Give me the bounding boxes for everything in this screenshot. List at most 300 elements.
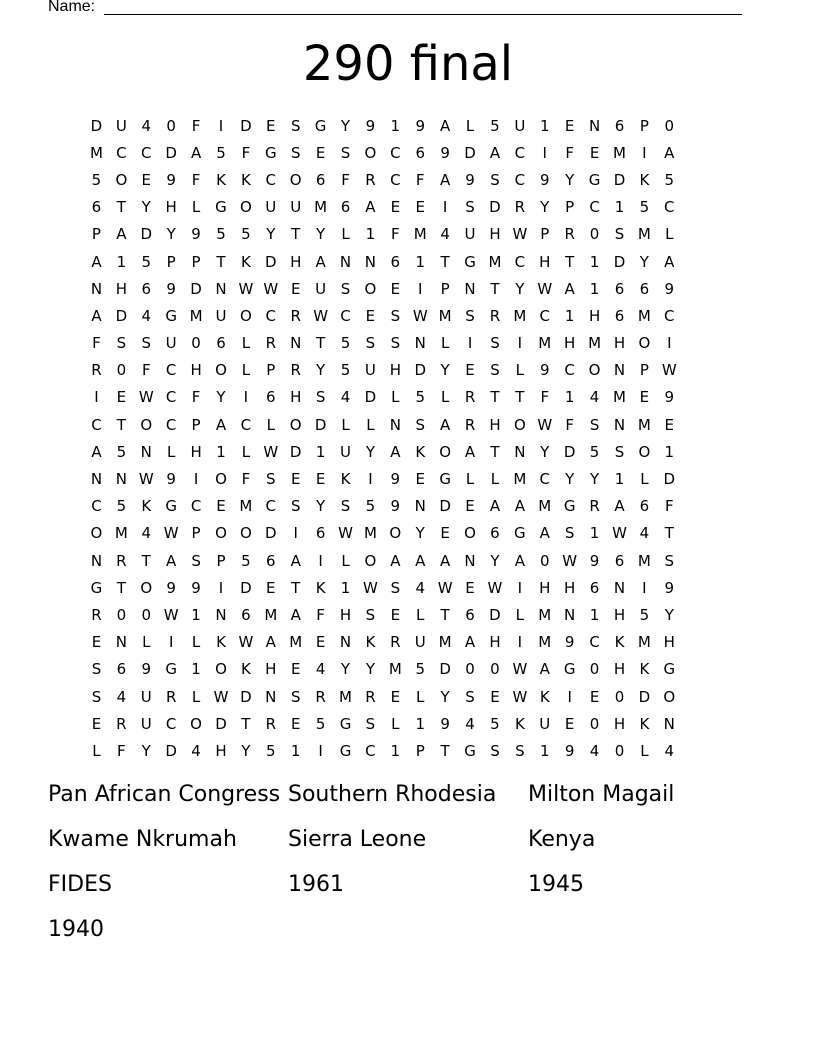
grid-letter: T — [116, 578, 126, 597]
grid-letter: H — [190, 442, 202, 461]
grid-letter: I — [667, 334, 672, 353]
grid-letter: 4 — [315, 660, 326, 679]
grid-letter: H — [339, 605, 352, 624]
grid-letter: M — [363, 524, 377, 543]
grid-letter: T — [440, 741, 450, 760]
grid-letter: 9 — [390, 497, 401, 516]
grid-letter: P — [639, 361, 649, 380]
grid-letter: M — [637, 633, 651, 652]
grid-letter: A — [215, 415, 227, 434]
grid-letter: 9 — [564, 633, 575, 652]
grid-letter: E — [290, 714, 301, 733]
grid-letter: A — [290, 551, 301, 570]
grid-letter: 9 — [564, 741, 575, 760]
grid-letter: L — [92, 741, 101, 760]
grid-letter: W — [238, 633, 254, 652]
grid-letter: R — [116, 551, 127, 570]
grid-letter: 6 — [266, 551, 276, 570]
grid-letter: D — [265, 524, 277, 543]
grid-letter: O — [663, 687, 676, 706]
grid-letter: 1 — [614, 198, 625, 217]
grid-letter: S — [290, 497, 301, 516]
grid-letter: Y — [365, 660, 375, 679]
grid-letter: N — [115, 633, 127, 652]
grid-letter: D — [439, 660, 451, 679]
grid-letter: T — [291, 578, 301, 597]
grid-letter: W — [537, 415, 553, 434]
grid-letter: N — [115, 470, 127, 489]
grid-letter: P — [639, 116, 649, 135]
grid-letter: 5 — [216, 143, 226, 162]
grid-letter: H — [564, 334, 576, 353]
grid-letter: R — [315, 687, 326, 706]
grid-letter: T — [565, 252, 575, 271]
grid-letter: N — [215, 279, 227, 298]
grid-letter: G — [464, 252, 476, 271]
grid-letter: 5 — [490, 116, 500, 135]
grid-letter: S — [340, 279, 351, 298]
grid-letter: I — [418, 279, 423, 298]
grid-letter: A — [415, 551, 426, 570]
grid-letter: Y — [316, 497, 326, 516]
grid-letter: 4 — [639, 524, 650, 543]
grid-letter: W — [163, 524, 179, 543]
grid-letter: W — [313, 306, 329, 325]
grid-letter: 4 — [116, 687, 127, 706]
grid-row — [84, 139, 732, 166]
word-list-item: FIDES — [48, 872, 112, 897]
grid-letter: 6 — [614, 279, 625, 298]
grid-letter: C — [589, 198, 600, 217]
grid-letter: K — [514, 714, 525, 733]
grid-letter: I — [318, 551, 323, 570]
grid-letter: L — [391, 388, 400, 407]
grid-letter: E — [216, 497, 226, 516]
grid-letter: L — [241, 334, 251, 353]
grid-letter: U — [315, 279, 327, 298]
grid-letter: H — [265, 660, 277, 679]
grid-letter: H — [613, 714, 626, 733]
grid-letter: U — [464, 225, 476, 244]
grid-row — [84, 465, 732, 492]
grid-letter: Y — [565, 170, 575, 189]
grid-letter: W — [512, 687, 528, 706]
word-list-item: Pan African Congress — [48, 782, 281, 807]
grid-letter: G — [165, 306, 177, 325]
grid-letter: H — [539, 578, 551, 597]
grid-letter: M — [538, 605, 552, 624]
grid-letter: I — [542, 143, 547, 162]
grid-letter: 4 — [589, 388, 600, 407]
grid-row — [84, 737, 732, 764]
grid-letter: W — [512, 225, 528, 244]
grid-letter: W — [263, 442, 279, 461]
grid-letter: Y — [141, 198, 151, 217]
grid-letter: O — [389, 524, 402, 543]
grid-letter: 5 — [216, 225, 226, 244]
grid-letter: 6 — [315, 170, 326, 189]
grid-letter: E — [589, 143, 600, 162]
grid-letter: N — [464, 279, 476, 298]
grid-letter: 4 — [664, 741, 675, 760]
grid-letter: R — [116, 714, 127, 733]
grid-letter: F — [415, 170, 425, 189]
grid-letter: O — [289, 170, 302, 189]
grid-letter: D — [165, 143, 177, 162]
grid-letter: L — [241, 442, 251, 461]
grid-letter: T — [440, 252, 450, 271]
grid-letter: 6 — [116, 660, 127, 679]
grid-letter: 0 — [589, 225, 600, 244]
grid-letter: 1 — [290, 741, 301, 760]
grid-letter: G — [339, 714, 352, 733]
grid-letter: S — [614, 225, 625, 244]
grid-letter: S — [390, 334, 401, 353]
grid-letter: O — [115, 170, 128, 189]
grid-letter: S — [564, 524, 575, 543]
grid-letter: O — [513, 415, 526, 434]
grid-letter: 9 — [365, 116, 376, 135]
grid-letter: S — [589, 415, 600, 434]
grid-letter: 1 — [589, 252, 600, 271]
grid-letter: 5 — [266, 741, 276, 760]
grid-letter: M — [314, 198, 328, 217]
grid-letter: H — [290, 252, 302, 271]
grid-letter: I — [642, 143, 647, 162]
grid-letter: M — [613, 143, 626, 162]
grid-letter: K — [639, 714, 650, 733]
grid-letter: O — [239, 306, 252, 325]
grid-letter: U — [115, 116, 127, 135]
grid-letter: F — [191, 388, 201, 407]
grid-letter: G — [264, 143, 277, 162]
word-list-item: 1961 — [288, 872, 344, 897]
grid-letter: H — [588, 306, 601, 325]
grid-letter: 9 — [539, 361, 550, 380]
grid-letter: A — [440, 551, 451, 570]
grid-letter: I — [293, 524, 298, 543]
grid-letter: 6 — [241, 605, 251, 624]
grid-letter: M — [413, 225, 427, 244]
grid-letter: 0 — [116, 361, 127, 380]
grid-letter: U — [140, 714, 152, 733]
grid-letter: L — [515, 361, 525, 380]
grid-letter: A — [440, 170, 451, 189]
grid-letter: N — [564, 605, 576, 624]
grid-letter: T — [116, 415, 126, 434]
grid-letter: 0 — [589, 714, 600, 733]
grid-letter: M — [114, 524, 128, 543]
grid-letter: K — [216, 633, 226, 652]
grid-letter: A — [514, 551, 525, 570]
grid-letter: S — [390, 578, 401, 597]
grid-letter: D — [314, 415, 327, 434]
grid-letter: E — [91, 714, 102, 733]
grid-letter: E — [266, 578, 276, 597]
grid-letter: 9 — [166, 470, 176, 489]
grid-letter: E — [91, 633, 102, 652]
grid-letter: L — [465, 116, 475, 135]
grid-letter: L — [166, 442, 176, 461]
grid-letter: M — [538, 334, 552, 353]
grid-letter: T — [440, 605, 450, 624]
grid-letter: W — [562, 551, 578, 570]
grid-letter: S — [91, 660, 102, 679]
grid-letter: C — [165, 415, 177, 434]
grid-letter: E — [415, 198, 425, 217]
grid-letter: K — [240, 252, 251, 271]
grid-letter: I — [368, 470, 373, 489]
grid-letter: M — [538, 497, 552, 516]
grid-letter: 1 — [340, 578, 351, 597]
grid-letter: 1 — [390, 116, 401, 135]
grid-letter: L — [142, 633, 151, 652]
grid-letter: M — [637, 551, 651, 570]
grid-letter: E — [365, 306, 376, 325]
word-list-item: Southern Rhodesia — [288, 782, 497, 807]
page-title: 290 final — [302, 36, 514, 92]
grid-letter: M — [613, 388, 626, 407]
grid-letter: G — [165, 497, 177, 516]
word-search-grid — [84, 112, 732, 765]
grid-letter: S — [191, 551, 201, 570]
grid-letter: 6 — [141, 279, 152, 298]
grid-letter: E — [664, 415, 675, 434]
grid-letter: I — [442, 198, 448, 217]
grid-letter: M — [339, 687, 352, 706]
grid-letter: O — [638, 442, 651, 461]
grid-letter: R — [165, 687, 177, 706]
grid-letter: U — [215, 306, 227, 325]
grid-letter: C — [265, 170, 277, 189]
name-label: Name: — [48, 0, 96, 15]
grid-row — [84, 411, 732, 438]
grid-letter: 6 — [390, 252, 401, 271]
grid-letter: K — [614, 633, 625, 652]
grid-letter: H — [389, 361, 401, 380]
grid-letter: 5 — [340, 361, 351, 380]
grid-letter: A — [365, 198, 376, 217]
grid-row — [84, 574, 732, 601]
grid-letter: L — [266, 415, 275, 434]
grid-letter: I — [218, 578, 224, 597]
grid-letter: Y — [340, 660, 351, 679]
grid-letter: N — [588, 116, 601, 135]
grid-letter: O — [638, 334, 651, 353]
grid-letter: 9 — [465, 170, 475, 189]
grid-letter: F — [341, 170, 350, 189]
grid-letter: 9 — [166, 170, 176, 189]
grid-letter: 1 — [664, 442, 675, 461]
grid-letter: A — [514, 497, 525, 516]
grid-letter: 6 — [465, 605, 475, 624]
grid-letter: 1 — [315, 442, 326, 461]
grid-letter: R — [365, 687, 376, 706]
grid-letter: M — [538, 633, 552, 652]
grid-letter: A — [390, 551, 401, 570]
grid-letter: L — [640, 470, 649, 489]
grid-letter: 5 — [141, 252, 152, 271]
grid-letter: 1 — [614, 470, 625, 489]
grid-letter: S — [141, 334, 152, 353]
grid-row — [84, 302, 732, 329]
grid-letter: R — [489, 306, 501, 325]
grid-letter: O — [215, 660, 227, 679]
grid-letter: 1 — [216, 442, 226, 461]
grid-letter: W — [412, 306, 428, 325]
grid-letter: D — [215, 714, 227, 733]
grid-letter: 4 — [340, 388, 351, 407]
grid-letter: M — [89, 143, 103, 162]
grid-letter: S — [415, 415, 425, 434]
grid-letter: D — [414, 361, 427, 380]
grid-letter: 6 — [315, 524, 326, 543]
grid-letter: Y — [266, 225, 276, 244]
grid-letter: C — [240, 415, 252, 434]
grid-letter: D — [190, 279, 202, 298]
grid-letter: A — [265, 633, 276, 652]
grid-letter: W — [238, 279, 254, 298]
grid-letter: 6 — [589, 578, 600, 597]
grid-letter: I — [467, 334, 473, 353]
grid-letter: D — [464, 143, 476, 162]
grid-letter: I — [218, 116, 224, 135]
grid-letter: K — [539, 687, 550, 706]
grid-letter: K — [216, 170, 226, 189]
grid-letter: M — [588, 334, 602, 353]
grid-letter: D — [638, 687, 651, 706]
grid-letter: Y — [216, 388, 226, 407]
grid-letter: M — [189, 306, 203, 325]
grid-letter: T — [216, 252, 226, 271]
grid-letter: 6 — [639, 497, 650, 516]
grid-letter: E — [290, 660, 301, 679]
grid-letter: 4 — [141, 524, 152, 543]
grid-letter: Y — [589, 470, 600, 489]
grid-letter: C — [390, 170, 401, 189]
grid-letter: R — [514, 198, 526, 217]
grid-letter: O — [90, 524, 103, 543]
grid-letter: F — [117, 741, 126, 760]
grid-letter: P — [191, 524, 201, 543]
grid-letter: S — [614, 442, 625, 461]
grid-letter: G — [663, 660, 676, 679]
grid-letter: 4 — [440, 225, 450, 244]
grid-row — [84, 194, 732, 221]
grid-letter: U — [290, 198, 302, 217]
grid-letter: E — [290, 279, 301, 298]
grid-letter: A — [166, 551, 177, 570]
grid-letter: A — [664, 143, 675, 162]
grid-letter: O — [140, 415, 153, 434]
grid-row — [84, 221, 732, 248]
grid-letter: H — [489, 415, 501, 434]
grid-letter: C — [265, 497, 277, 516]
grid-letter: L — [416, 605, 425, 624]
grid-letter: T — [116, 198, 126, 217]
grid-letter: L — [191, 687, 201, 706]
grid-letter: D — [240, 116, 252, 135]
grid-letter: 5 — [241, 225, 251, 244]
grid-letter: A — [614, 497, 625, 516]
grid-letter: T — [664, 524, 674, 543]
grid-letter: G — [563, 660, 576, 679]
grid-letter: W — [263, 279, 279, 298]
grid-letter: Y — [316, 361, 326, 380]
grid-letter: O — [364, 551, 377, 570]
grid-letter: 9 — [440, 143, 450, 162]
grid-letter: N — [215, 605, 227, 624]
grid-letter: I — [517, 334, 523, 353]
grid-letter: S — [465, 198, 475, 217]
grid-row — [84, 683, 732, 710]
grid-letter: O — [215, 470, 227, 489]
grid-letter: A — [91, 252, 102, 271]
grid-row — [84, 112, 732, 139]
grid-letter: P — [191, 252, 201, 271]
grid-letter: F — [540, 388, 550, 407]
grid-letter: L — [341, 415, 350, 434]
grid-letter: H — [290, 388, 302, 407]
grid-letter: 5 — [241, 551, 251, 570]
grid-letter: W — [363, 578, 378, 597]
grid-letter: I — [168, 633, 174, 652]
grid-letter: D — [613, 170, 626, 189]
grid-letter: P — [216, 551, 226, 570]
grid-letter: 4 — [141, 306, 152, 325]
grid-letter: T — [241, 714, 251, 733]
grid-letter: N — [290, 334, 302, 353]
grid-letter: 0 — [141, 605, 152, 624]
grid-letter: E — [290, 470, 301, 489]
grid-letter: P — [540, 225, 550, 244]
grid-letter: K — [141, 497, 152, 516]
grid-letter: Y — [440, 361, 450, 380]
grid-letter: W — [437, 578, 453, 597]
grid-letter: M — [513, 306, 527, 325]
grid-letter: A — [564, 279, 575, 298]
grid-letter: S — [91, 687, 102, 706]
grid-letter: 6 — [340, 198, 351, 217]
grid-letter: 5 — [116, 497, 127, 516]
grid-letter: U — [340, 442, 351, 461]
grid-letter: A — [390, 442, 401, 461]
grid-letter: C — [514, 143, 526, 162]
grid-letter: W — [213, 687, 229, 706]
grid-letter: T — [490, 279, 500, 298]
grid-letter: L — [440, 334, 450, 353]
grid-letter: S — [465, 306, 475, 325]
grid-letter: C — [664, 306, 675, 325]
grid-letter: 0 — [539, 551, 550, 570]
grid-letter: F — [391, 225, 400, 244]
grid-letter: P — [415, 741, 425, 760]
grid-letter: N — [613, 415, 626, 434]
grid-letter: W — [163, 605, 179, 624]
grid-letter: 5 — [116, 442, 127, 461]
grid-letter: Y — [241, 741, 251, 760]
grid-letter: 4 — [589, 741, 600, 760]
grid-letter: K — [639, 660, 650, 679]
grid-letter: I — [94, 388, 99, 407]
grid-letter: A — [91, 306, 102, 325]
grid-letter: 4 — [191, 741, 201, 760]
grid-letter: M — [289, 633, 303, 652]
grid-letter: L — [440, 388, 450, 407]
grid-letter: 5 — [315, 714, 326, 733]
grid-letter: 5 — [365, 497, 376, 516]
grid-letter: R — [390, 633, 401, 652]
